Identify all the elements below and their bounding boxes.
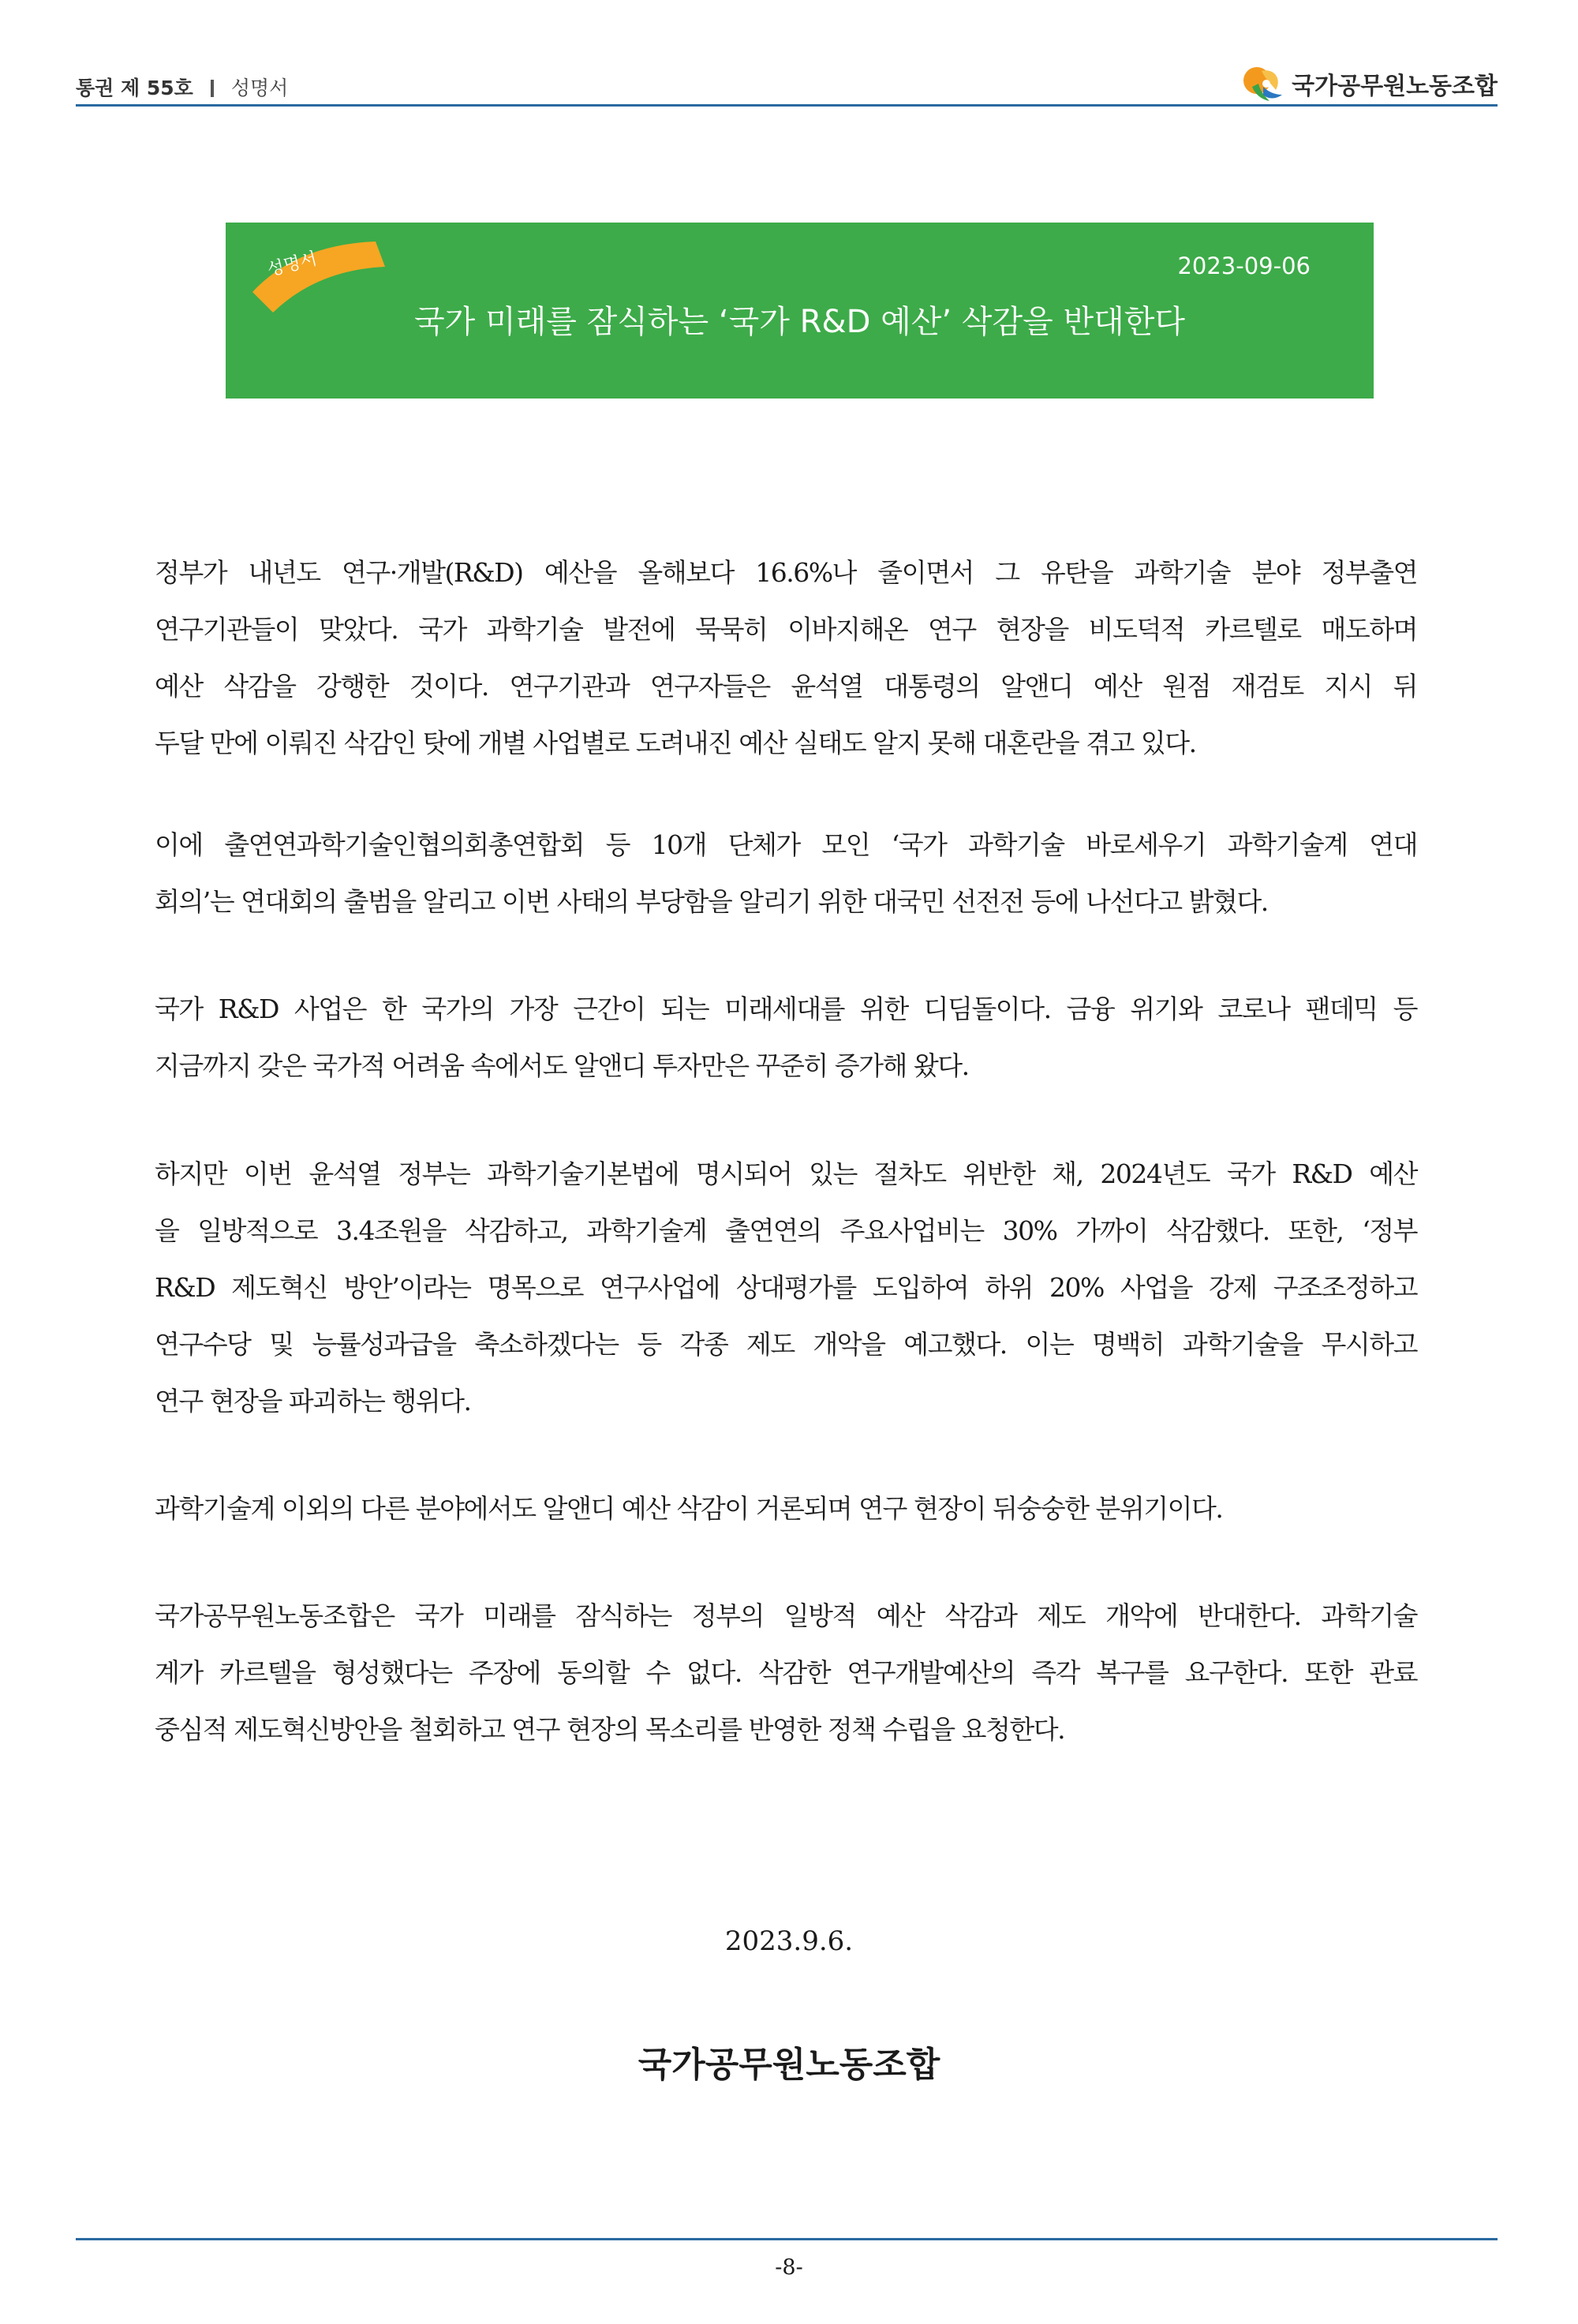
footer-rule: [76, 2238, 1498, 2240]
union-logo: [1240, 63, 1498, 104]
paragraph-line: 하지만 이번 윤석열 정부는 과학기술기본법에 명시되어 있는 절차도 위반한 채, 2024년도 국가 R&D 예산: [155, 1158, 1417, 1189]
issue-number: 통권 제 55호: [76, 77, 193, 99]
title-banner: [226, 223, 1374, 399]
section-name: 성명서: [230, 77, 289, 99]
ribbon-label: 성명서: [265, 249, 320, 281]
paragraph-line: 이에 출연연과학기술인협의회총연합회 등 10개 단체가 모인 ‘국가 과학기술 바로세우기 과학기술계 연대: [155, 829, 1417, 860]
statement-title: 국가 미래를 잠식하는 ‘국가 R&D 예산’ 삭감을 반대한다: [413, 304, 1186, 340]
issue-info: [76, 73, 288, 101]
paragraph-line: 정부가 내년도 연구·개발(R&D) 예산을 올해보다 16.6%나 줄이면서 그 유탄을 과학기술 분야 정부출연: [155, 557, 1417, 588]
paragraph-line: 회의’는 연대회의 출범을 알리고 이번 사태의 부당함을 알리기 위한 대국민 선전전 등에 나선다고 밝혔다.: [155, 886, 1268, 917]
paragraph-line: 국가공무원노동조합은 국가 미래를 잠식하는 정부의 일방적 예산 삭감과 제도 개악에 반대한다. 과학기술: [155, 1600, 1417, 1631]
paragraph-line: 지금까지 갖은 국가적 어려움 속에서도 알앤디 투자만은 꾸준히 증가해 왔다.: [155, 1050, 969, 1081]
paragraph-line: 두달 만에 이뤄진 삭감인 탓에 개별 사업별로 도려내진 예산 실태도 알지 못해 대혼란을 겪고 있다.: [155, 728, 1196, 758]
page-number: -8-: [775, 2255, 803, 2280]
paragraph-line: 과학기술계 이외의 다른 분야에서도 알앤디 예산 삭감이 거론되며 연구 현장이 뒤숭숭한 분위기이다.: [155, 1493, 1223, 1524]
paragraph-line: 연구수당 및 능률성과급을 축소하겠다는 등 각종 제도 개악을 예고했다. 이는 명백히 과학기술을 무시하고: [155, 1329, 1417, 1360]
logo-name: 국가공무원노동조합: [1292, 73, 1498, 100]
paragraph-line: 예산 삭감을 강행한 것이다. 연구기관과 연구자들은 윤석열 대통령의 알앤디 예산 원점 재검토 지시 뒤: [155, 671, 1417, 702]
header-divider: [211, 80, 214, 97]
paragraph-line: 중심적 제도혁신방안을 철회하고 연구 현장의 목소리를 반영한 정책 수립을 요청한다.: [155, 1714, 1065, 1745]
paragraph-line: 연구 현장을 파괴하는 행위다.: [155, 1386, 471, 1416]
signature-org: 국가공무원노동조합: [638, 2045, 940, 2085]
page-header: [76, 63, 1498, 104]
header-rule: [76, 104, 1498, 107]
statement-date: 2023-09-06: [1177, 253, 1311, 279]
paragraph-line: 국가 R&D 사업은 한 국가의 가장 근간이 되는 미래세대를 위한 디딤돌이다. 금융 위기와 코로나 팬데믹 등: [155, 994, 1417, 1024]
signature-date: 2023.9.6.: [724, 1925, 854, 1957]
paragraph-line: R&D 제도혁신 방안’이라는 명목으로 연구사업에 상대평가를 도입하여 하위 20% 사업을 강제 구조조정하고: [155, 1272, 1417, 1303]
paragraph-line: 을 일방적으로 3.4조원을 삭감하고, 과학기술계 출연연의 주요사업비는 30% 가까이 삭감했다. 또한, ‘정부: [155, 1215, 1417, 1246]
union-logo-icon: [1240, 63, 1287, 104]
paragraph-line: 계가 카르텔을 형성했다는 주장에 동의할 수 없다. 삭감한 연구개발예산의 즉각 복구를 요구한다. 또한 관료: [155, 1657, 1417, 1688]
paragraph-line: 연구기관들이 맞았다. 국가 과학기술 발전에 묵묵히 이바지해온 연구 현장을 비도덕적 카르텔로 매도하며: [155, 614, 1417, 645]
